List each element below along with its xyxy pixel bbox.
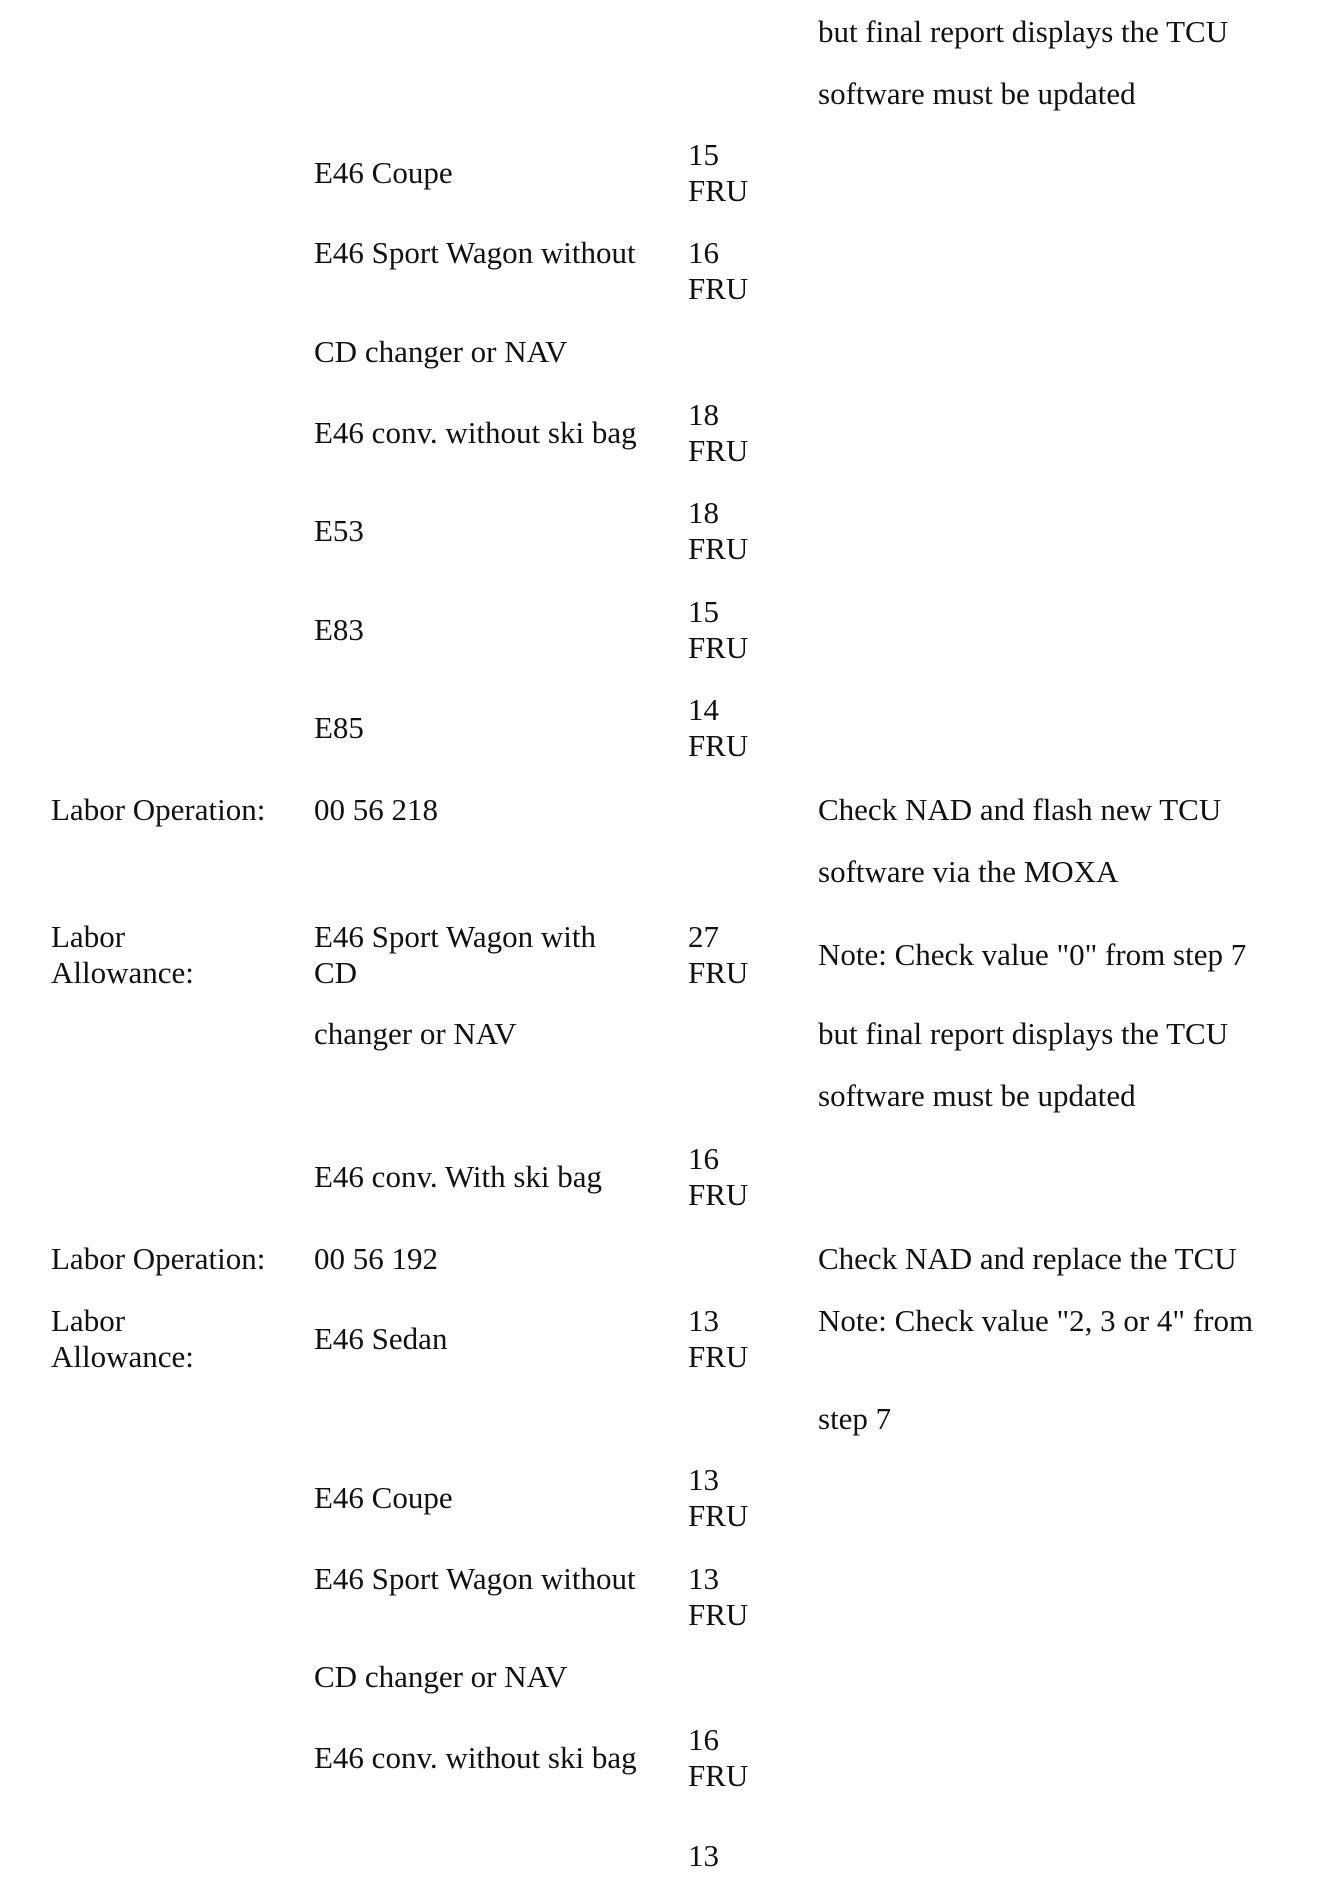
fru-number: 16	[688, 1141, 719, 1176]
labor-allowance-label: Labor	[51, 919, 126, 954]
fru-number: 18	[688, 397, 719, 432]
fru-unit: FRU	[688, 1498, 749, 1533]
labor-operation-label: Labor Operation:	[51, 792, 266, 827]
labor-allowance-label-2: Allowance:	[51, 1339, 194, 1374]
fru-unit: FRU	[688, 1177, 749, 1212]
model-e46-sedan: E46 Sedan	[314, 1321, 448, 1356]
model-e83: E83	[314, 612, 364, 647]
model-e46-coupe: E46 Coupe	[314, 155, 453, 190]
model-e46-conv-with-ski-bag: E46 conv. With ski bag	[314, 1159, 603, 1194]
labor-operation-description-2: software via the MOXA	[818, 854, 1119, 889]
model-e46-sport-wagon: E46 Sport Wagon without	[314, 1561, 636, 1596]
fru-number: 13	[688, 1303, 719, 1338]
fru-number: 16	[688, 1722, 719, 1757]
fru-unit: FRU	[688, 531, 749, 566]
fru-number: 15	[688, 594, 719, 629]
fru-unit: FRU	[688, 1339, 749, 1374]
model-e46-conv-without-ski-bag: E46 conv. without ski bag	[314, 1740, 637, 1775]
note-step-7: step 7	[818, 1401, 892, 1436]
labor-operation-code: 00 56 218	[314, 792, 438, 827]
fru-unit: FRU	[688, 630, 749, 665]
fru-number: 15	[688, 137, 719, 172]
labor-allowance-label: Labor	[51, 1303, 126, 1338]
fru-number: 14	[688, 692, 719, 727]
note-final-report: but final report displays the TCU	[818, 1016, 1229, 1051]
fru-unit: FRU	[688, 271, 749, 306]
note-software-update: software must be updated	[818, 1078, 1136, 1113]
fru-number: 27	[688, 919, 719, 954]
fru-number: 13	[688, 1561, 719, 1596]
labor-operation-code: 00 56 192	[314, 1241, 438, 1276]
note-check-value-234: Note: Check value "2, 3 or 4" from	[818, 1303, 1254, 1338]
fru-number: 16	[688, 235, 719, 270]
fru-unit: FRU	[688, 1758, 749, 1793]
fru-number: 13	[688, 1838, 719, 1873]
top-note-line-1: but final report displays the TCU	[818, 14, 1229, 49]
note-check-value-0: Note: Check value "0" from step 7	[818, 937, 1247, 972]
fru-unit: FRU	[688, 955, 749, 990]
model-e46-sport-wagon-with: E46 Sport Wagon with	[314, 919, 596, 954]
labor-operation-description: Check NAD and replace the TCU	[818, 1241, 1237, 1276]
model-e46-coupe: E46 Coupe	[314, 1480, 453, 1515]
model-cd-changer-or-nav: CD changer or NAV	[314, 1659, 568, 1694]
fru-unit: FRU	[688, 433, 749, 468]
fru-number: 13	[688, 1462, 719, 1497]
model-e53: E53	[314, 513, 364, 548]
model-e46-sport-wagon: E46 Sport Wagon without	[314, 235, 636, 270]
model-cd: CD	[314, 955, 358, 990]
model-e85: E85	[314, 710, 364, 745]
labor-operation-description: Check NAD and flash new TCU	[818, 792, 1222, 827]
fru-unit: FRU	[688, 728, 749, 763]
model-changer-or-nav: changer or NAV	[314, 1016, 517, 1051]
model-e46-conv-without-ski-bag: E46 conv. without ski bag	[314, 415, 637, 450]
fru-number: 18	[688, 495, 719, 530]
fru-unit: FRU	[688, 1597, 749, 1632]
model-cd-changer-or-nav: CD changer or NAV	[314, 334, 568, 369]
labor-allowance-label-2: Allowance:	[51, 955, 194, 990]
labor-operation-label: Labor Operation:	[51, 1241, 266, 1276]
fru-unit: FRU	[688, 173, 749, 208]
top-note-line-2: software must be updated	[818, 76, 1136, 111]
